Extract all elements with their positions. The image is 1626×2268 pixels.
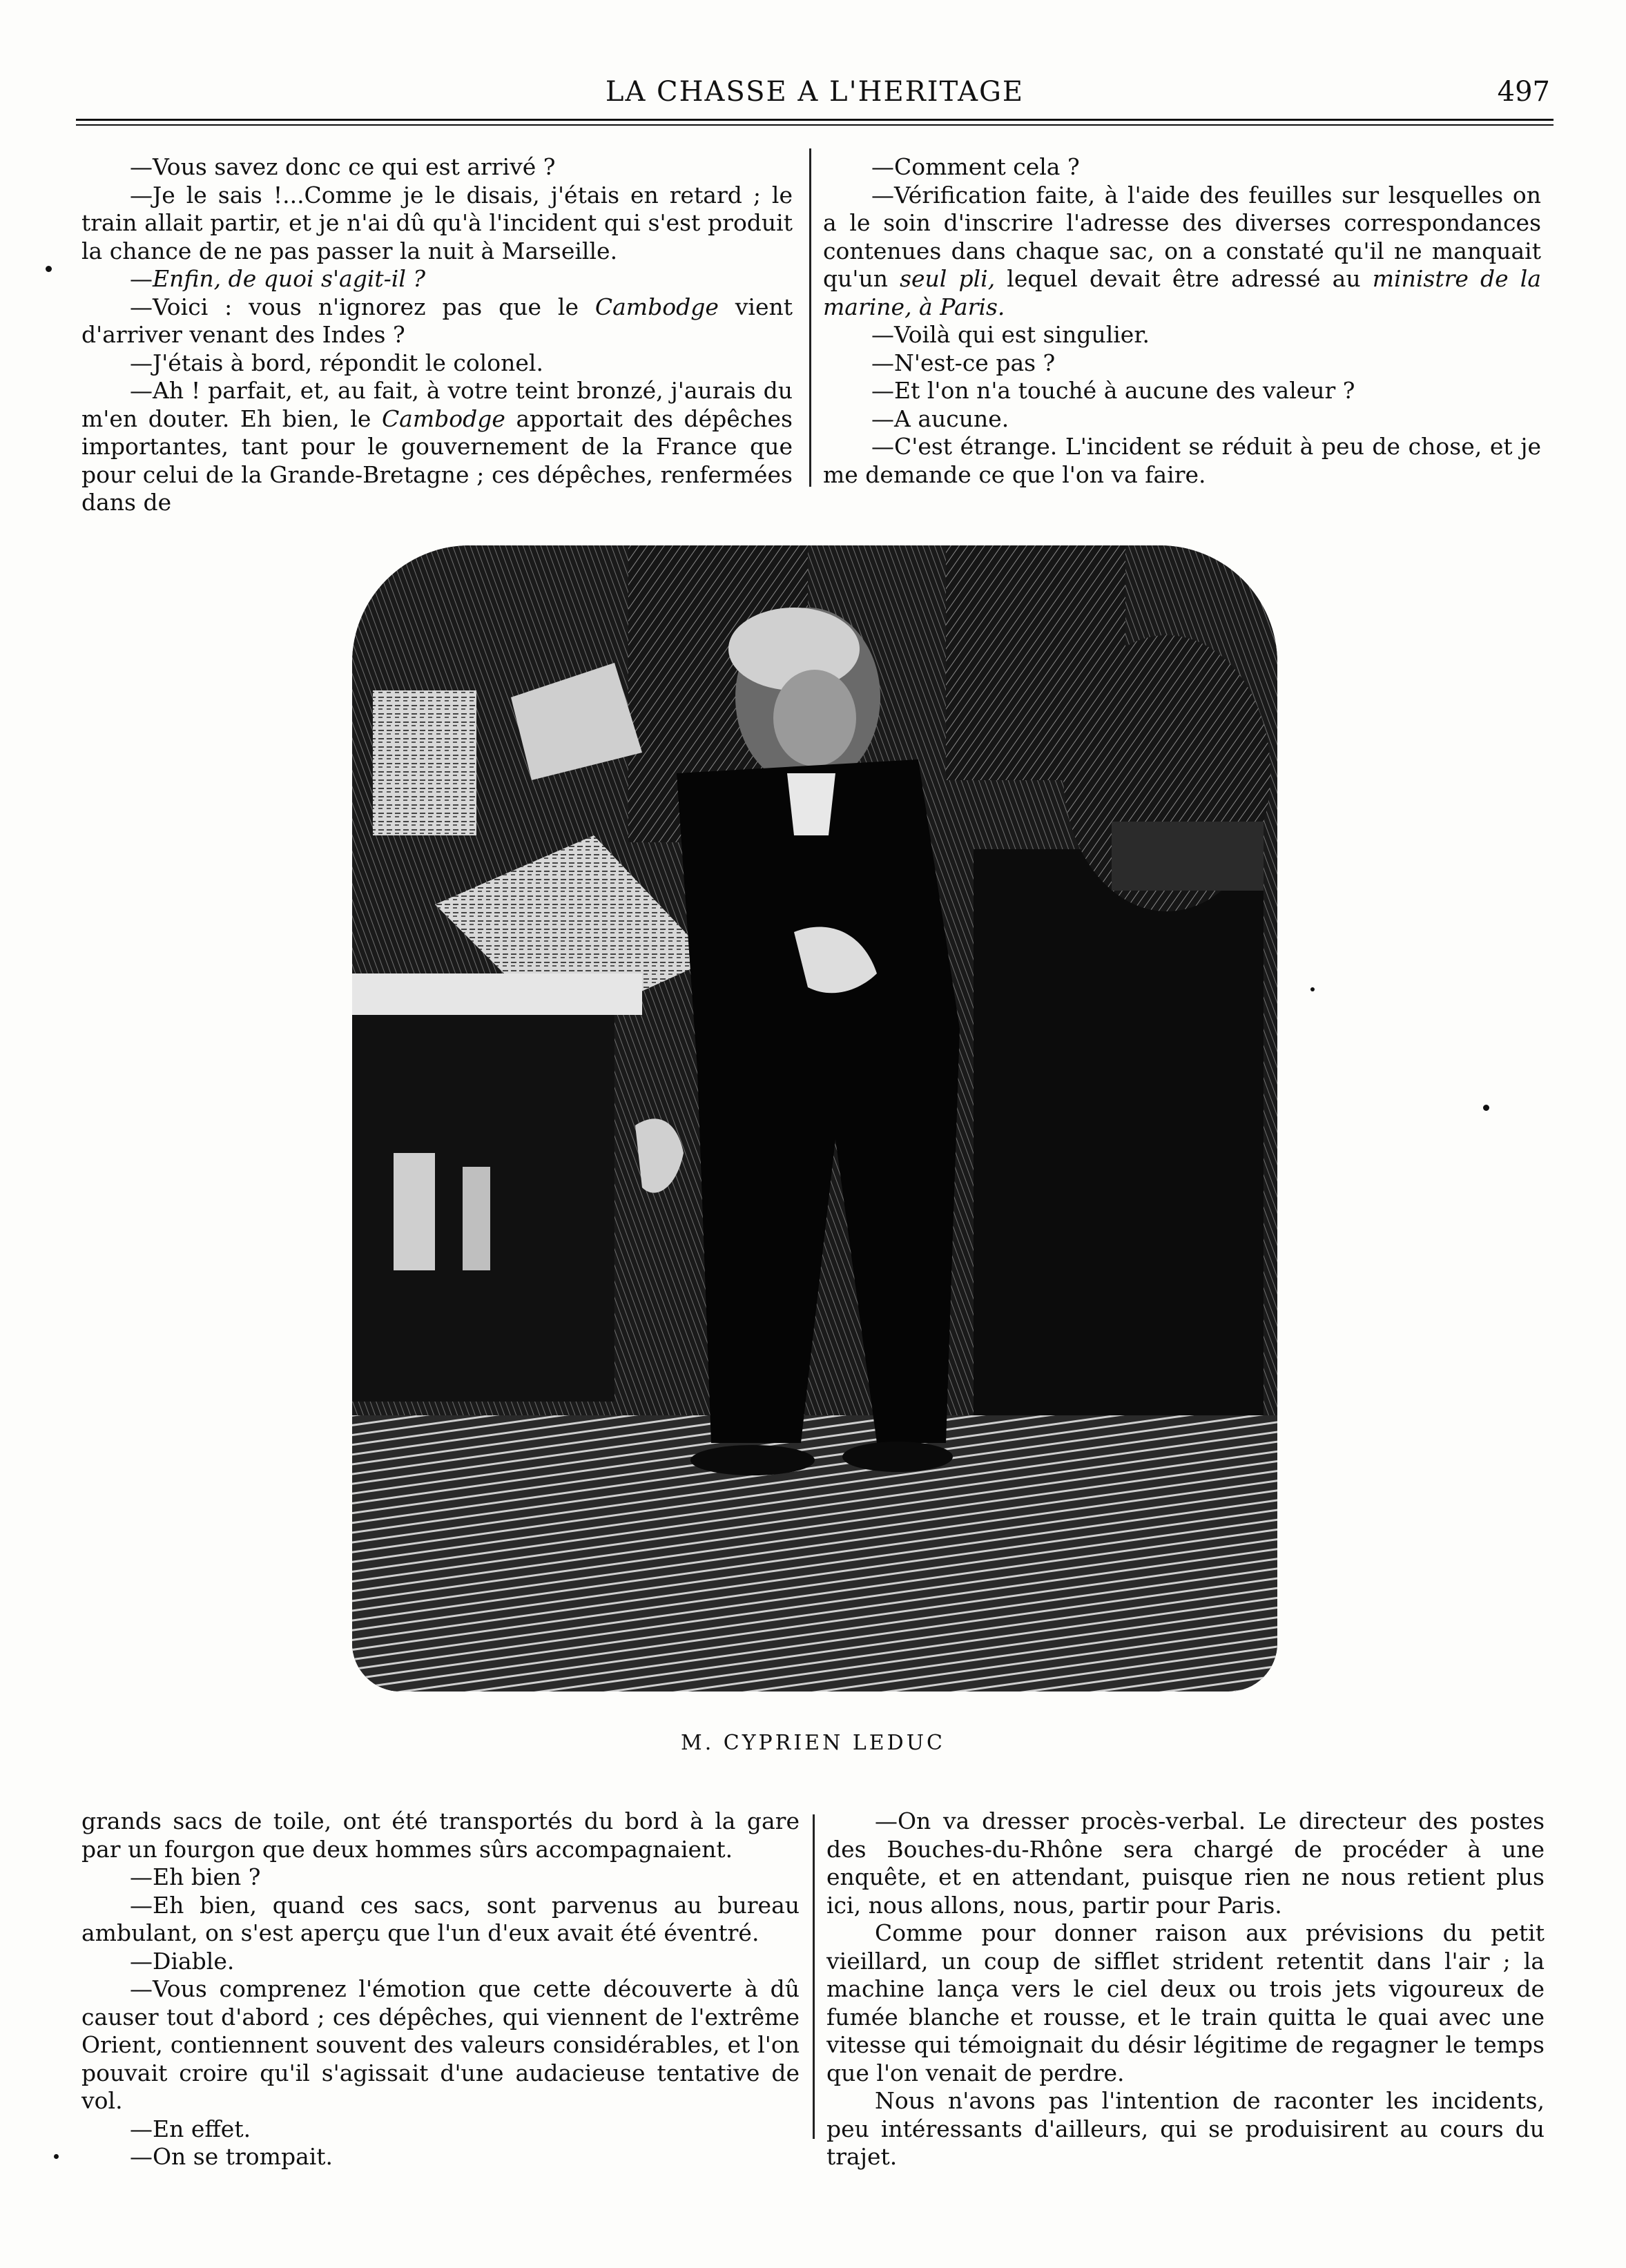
text-run: lequel devait être adressé au bbox=[995, 265, 1373, 292]
italic-run: ministre de la marine, à Paris. bbox=[823, 265, 1541, 320]
portrait-engraving bbox=[352, 545, 1277, 1692]
column-divider-top bbox=[809, 148, 811, 487]
paragraph bbox=[81, 377, 793, 517]
italic-run: Cambodge bbox=[594, 293, 719, 320]
ink-speck bbox=[1310, 987, 1315, 991]
header-rule-double bbox=[76, 124, 1554, 126]
paragraph: —A aucune. bbox=[871, 405, 1009, 432]
paragraph: —Voilà qui est singulier. bbox=[871, 321, 1150, 348]
paragraph: —On se trompait. bbox=[130, 2143, 333, 2170]
paragraph: —Eh bien, quand ces sacs, sont parvenus au bureau ambulant, on s'est aperçu que l'un d'eux avait été éventré. bbox=[81, 1891, 800, 1946]
paragraph bbox=[823, 182, 1541, 322]
page-number: 497 bbox=[1497, 76, 1550, 108]
italic-run: Cambodge bbox=[381, 405, 505, 432]
paragraph: —Et l'on n'a touché à aucune des valeur ? bbox=[871, 377, 1355, 404]
paragraph: —N'est-ce pas ? bbox=[871, 349, 1056, 376]
paragraph: —Eh bien ? bbox=[130, 1863, 261, 1890]
paragraph: —En effet. bbox=[130, 2115, 251, 2142]
paragraph: —Je le sais !...Comme je le disais, j'étais en retard ; le train allait partir, et je n'ai dû qu'à l'incident qui s'est produit la chance de ne pas passer la nuit à Marseille. bbox=[81, 181, 793, 264]
paragraph bbox=[81, 265, 793, 293]
paragraph: —Comment cela ? bbox=[871, 153, 1080, 180]
ink-speck bbox=[1483, 1105, 1489, 1111]
text-run: vient d'arriver venant des Indes ? bbox=[81, 293, 793, 348]
paragraph: —Diable. bbox=[130, 1947, 235, 1975]
paragraph: —On va dresser procès-verbal. Le directeur des postes des Bouches-du-Rhône sera chargé de procéder à une enquête, et en attendant, puisque rien ne nous retient plus ici, nous allons, nous, partir pour Paris. bbox=[826, 1807, 1545, 1919]
paragraph bbox=[81, 293, 793, 349]
running-title: LA CHASSE A L'HERITAGE bbox=[605, 76, 1025, 108]
bottom-right-column bbox=[826, 1807, 1545, 2171]
engraving-illustration bbox=[352, 545, 1277, 1692]
italic-run: Enfin, de quoi s'agit-il ? bbox=[153, 265, 426, 292]
column-divider-bottom bbox=[813, 1814, 815, 2139]
paragraph: —J'étais à bord, répondit le colonel. bbox=[130, 349, 543, 376]
paragraph: grands sacs de toile, ont été transportés du bord à la gare par un fourgon que deux hommes sûrs accompagnaient. bbox=[81, 1807, 800, 1863]
paragraph: Comme pour donner raison aux prévisions du petit vieillard, un coup de sifflet strident retentit dans l'air ; la machine lança vers le ciel deux ou trois jets vigoureux de fumée blanche et rousse, et le train quitta le quai avec une vitesse qui témoignait du désir légitime de regagner le temps que l'on venait de perdre. bbox=[826, 1919, 1545, 2086]
italic-run: seul pli, bbox=[900, 265, 996, 292]
header-rule bbox=[76, 119, 1554, 121]
text-run: —Voici : vous n'ignorez pas que le bbox=[130, 293, 595, 320]
figure-caption: M. CYPRIEN LEDUC bbox=[681, 1731, 945, 1755]
text-run: —Vérification faite, à l'aide des feuilles sur lesquelles on a le soin d'inscrire l'adresse des diverses correspondances contenues dans chaque sac, on a constaté qu'il ne manquait qu'un bbox=[823, 181, 1541, 292]
running-header bbox=[76, 76, 1554, 110]
paragraph: Nous n'avons pas l'intention de raconter les incidents, peu intéressants d'ailleurs, qui se produisirent au cours du trajet. bbox=[826, 2087, 1545, 2170]
top-right-column bbox=[823, 153, 1541, 489]
top-left-column bbox=[81, 153, 793, 517]
text-run: — bbox=[130, 265, 153, 292]
text-run: —Ah ! parfait, et, au fait, à votre teint bronzé, j'aurais du m'en douter. Eh bien, le bbox=[81, 377, 793, 432]
ink-speck bbox=[46, 266, 52, 272]
paragraph: —Vous comprenez l'émotion que cette découverte à dû causer tout d'abord ; ces dépêches, qui viennent de l'extrême Orient, contiennent souvent des valeurs considérables, et l'on pouvait croire qu'il s'agissait d'une audacieuse tentative de vol. bbox=[81, 1975, 800, 2114]
paragraph: —Vous savez donc ce qui est arrivé ? bbox=[130, 153, 556, 180]
ink-speck bbox=[54, 2154, 59, 2159]
text-run: apportait des dépêches importantes, tant pour le gouvernement de la France que pour celui de la Grande-Bretagne ; ces dépêches, renfermées dans de bbox=[81, 405, 793, 516]
bottom-left-column bbox=[81, 1807, 800, 2171]
paragraph: —C'est étrange. L'incident se réduit à peu de chose, et je me demande ce que l'on va faire. bbox=[823, 433, 1541, 488]
